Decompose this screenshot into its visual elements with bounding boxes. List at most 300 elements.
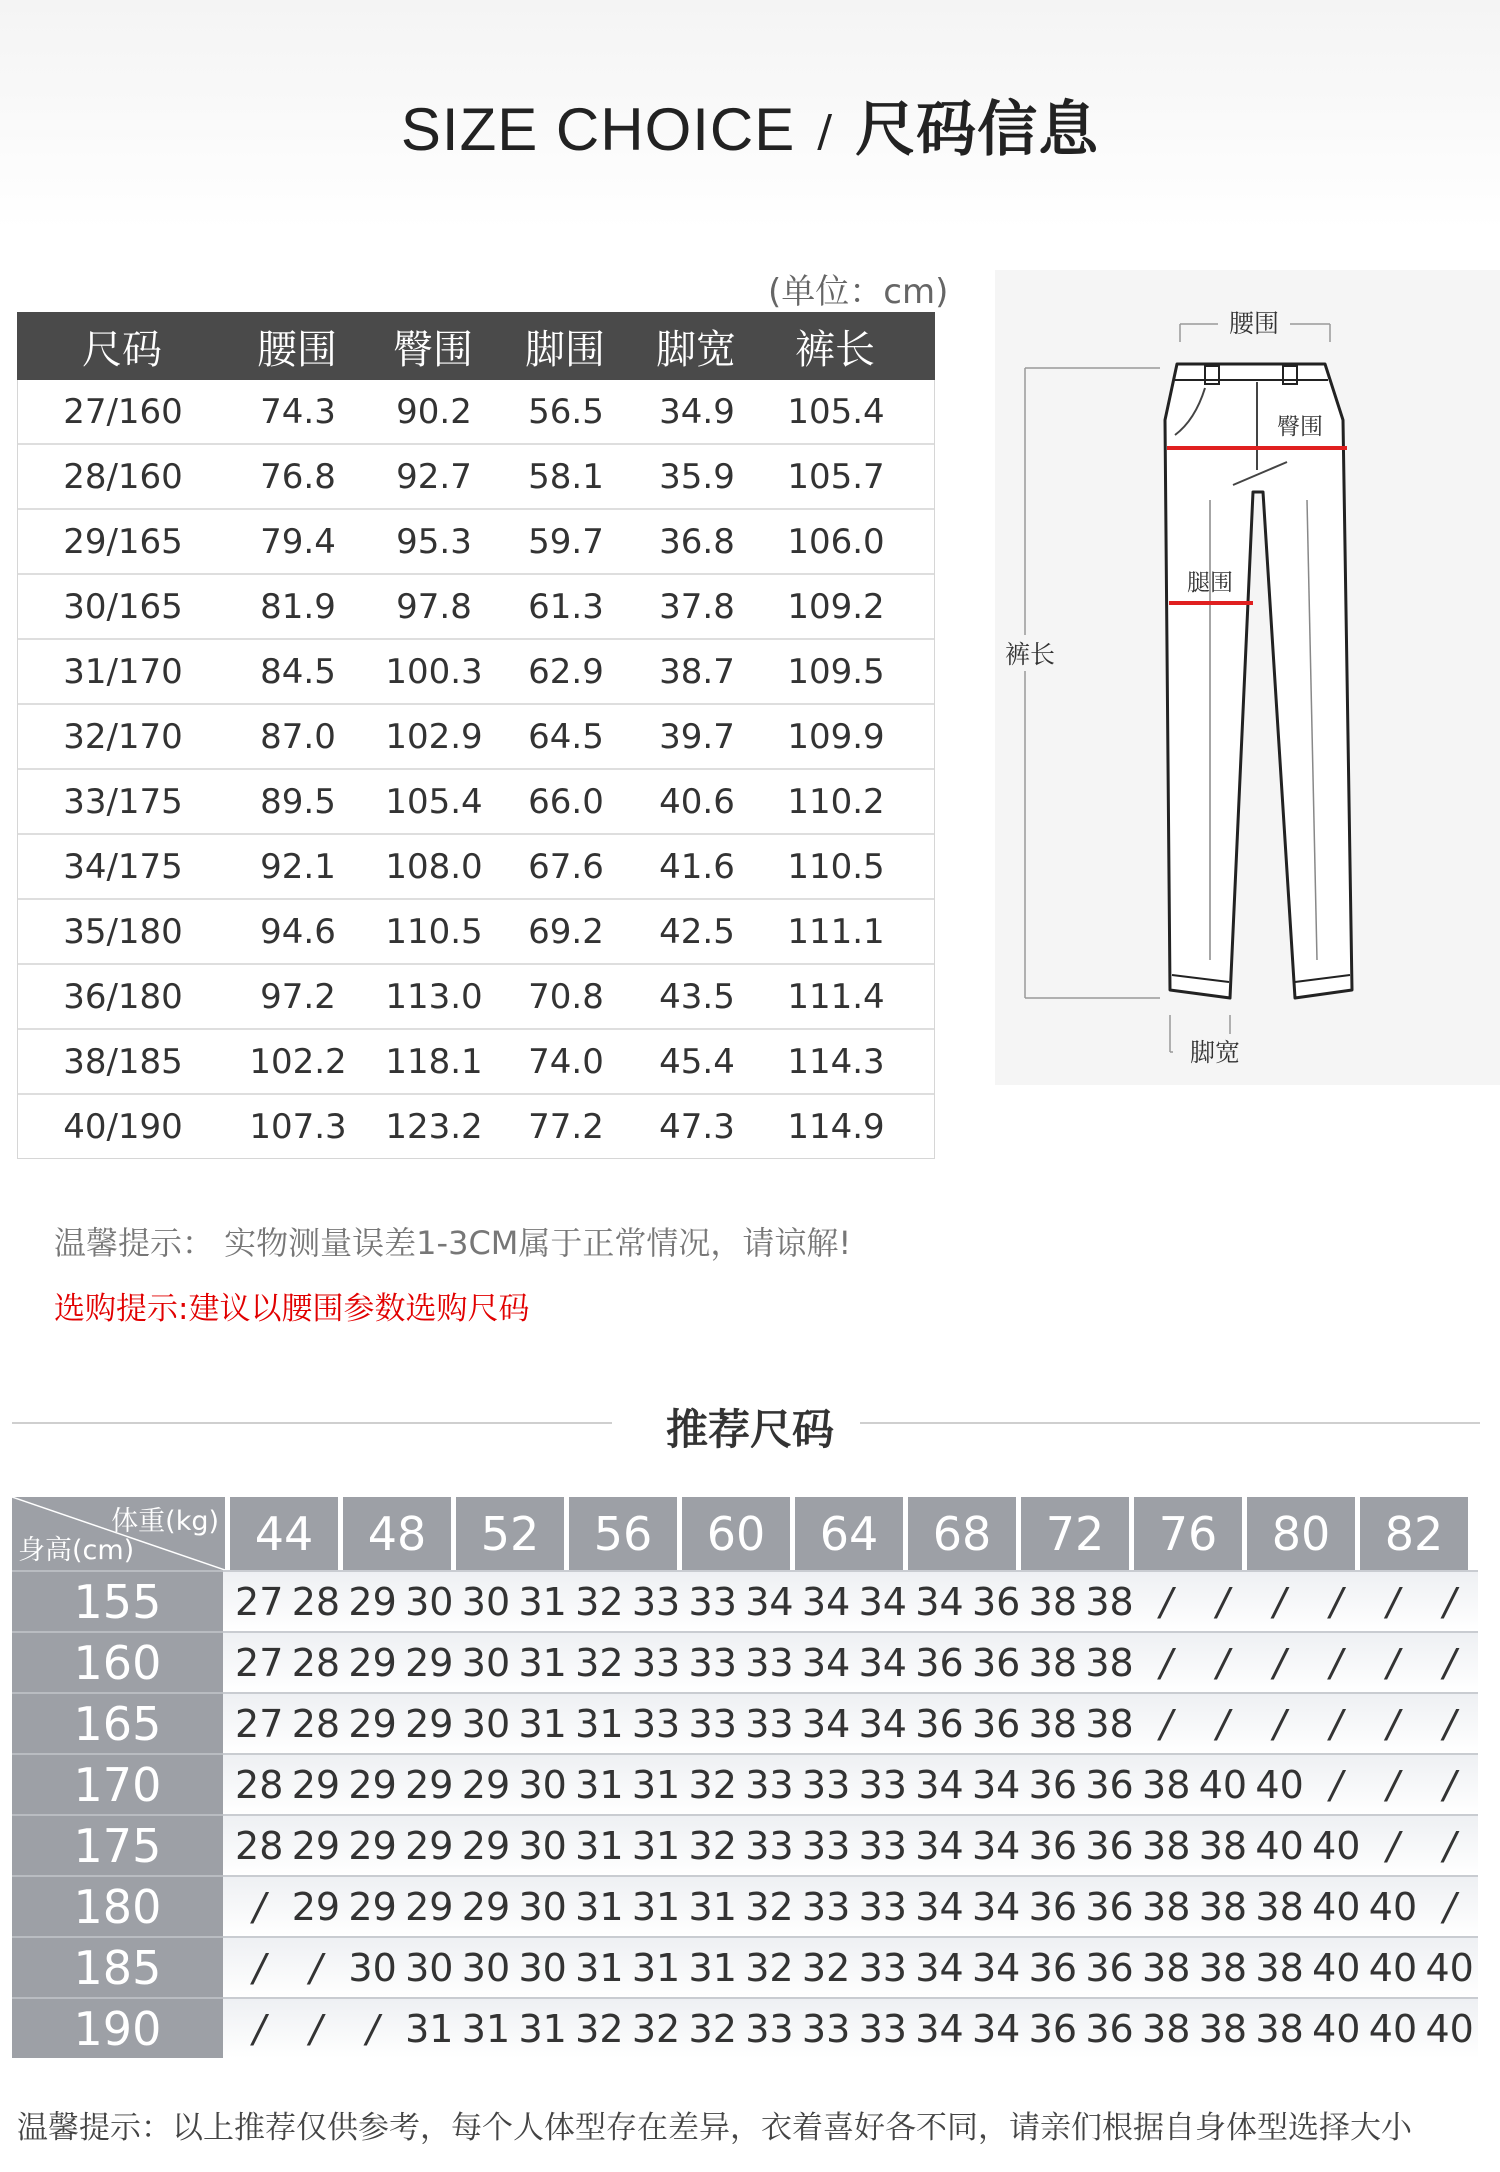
size-cell: 90.2: [396, 391, 472, 432]
recommend-value: 31: [461, 2006, 511, 2051]
recommend-value: /: [1443, 1701, 1457, 1746]
size-cell: 59.7: [528, 521, 604, 562]
recommend-value: 38: [1142, 1823, 1191, 1868]
height-cell: 165: [12, 1692, 223, 1753]
recommend-value: 38: [1142, 1762, 1191, 1807]
recommend-value: 29: [405, 1884, 454, 1929]
recommend-value: 30: [461, 1945, 511, 1990]
size-row: [18, 445, 934, 510]
recommend-value: 38: [1142, 1884, 1191, 1929]
size-cell: 40.6: [659, 781, 735, 822]
recommend-value: 33: [801, 1884, 851, 1929]
recommend-value: 32: [631, 2006, 681, 2051]
size-cell: 97.2: [260, 976, 336, 1017]
size-cell: 105.4: [787, 391, 885, 432]
recommend-value: 38: [1142, 2006, 1191, 2051]
header-leg-opening: 脚围: [525, 326, 605, 373]
recommend-row: [12, 1570, 1478, 1631]
recommend-value: 33: [745, 1823, 794, 1868]
size-cell: 58.1: [528, 456, 604, 497]
recommend-value: 34: [745, 1579, 794, 1624]
size-cell: 70.8: [528, 976, 604, 1017]
size-row: [18, 705, 934, 770]
recommend-value: 33: [858, 1884, 907, 1929]
size-cell: 64.5: [528, 716, 604, 757]
size-cell: 40/190: [63, 1106, 183, 1147]
recommend-value: 29: [405, 1640, 454, 1685]
size-cell: 36/180: [63, 976, 183, 1017]
recommend-value: 33: [801, 1823, 851, 1868]
recommend-value: 34: [915, 1884, 964, 1929]
recommend-value: /: [1329, 1762, 1343, 1807]
recommend-row: [12, 1692, 1478, 1753]
size-cell: 89.5: [260, 781, 336, 822]
recommend-value: 38: [1142, 1945, 1191, 1990]
recommend-value: /: [252, 1884, 266, 1929]
recommend-value: 29: [348, 1579, 397, 1624]
pants-illustration: [995, 270, 1500, 1085]
recommend-value: 28: [235, 1762, 284, 1807]
page-title-en: SIZE CHOICE: [400, 96, 796, 163]
size-cell: 92.1: [260, 846, 336, 887]
recommend-value: 29: [291, 1884, 341, 1929]
size-cell: 84.5: [260, 651, 336, 692]
recommend-value: 36: [1028, 1945, 1078, 1990]
recommend-value: 31: [631, 1884, 681, 1929]
recommend-value: /: [1216, 1640, 1230, 1685]
recommend-value: 29: [461, 1884, 511, 1929]
size-cell: 66.0: [528, 781, 604, 822]
recommend-values: [223, 1692, 1478, 1753]
recommend-value: 34: [915, 2006, 964, 2051]
recommend-value: /: [1443, 1579, 1457, 1624]
recommend-value: 33: [858, 1945, 907, 1990]
recommend-values: [223, 1875, 1478, 1936]
recommend-value: 33: [688, 1579, 737, 1624]
size-cell: 61.3: [528, 586, 604, 627]
size-cell: 56.5: [528, 391, 604, 432]
size-table-header: [17, 312, 935, 380]
recommend-values: [223, 1997, 1478, 2058]
recommend-value: 34: [858, 1701, 907, 1746]
recommend-value: 33: [745, 1762, 794, 1807]
recommend-value: /: [309, 1945, 323, 1990]
size-cell: 108.0: [385, 846, 483, 887]
recommend-value: /: [252, 2006, 266, 2051]
size-cell: 45.4: [659, 1041, 735, 1082]
recommend-table-header: [12, 1497, 1478, 1570]
recommend-row: [12, 1936, 1478, 1997]
size-cell: 114.3: [787, 1041, 885, 1082]
recommend-value: 33: [801, 2006, 851, 2051]
recommend-value: 34: [915, 1762, 964, 1807]
height-cell: 170: [12, 1753, 223, 1814]
size-row: [18, 770, 934, 835]
size-row: [18, 510, 934, 575]
recommend-values: [223, 1570, 1478, 1631]
recommend-value: 40: [1255, 1823, 1304, 1868]
size-cell: 38.7: [659, 651, 735, 692]
height-cell: 160: [12, 1631, 223, 1692]
recommend-value: 34: [915, 1823, 964, 1868]
header-foot-width: 脚宽: [656, 326, 736, 373]
recommend-value: /: [1273, 1579, 1286, 1624]
size-cell: 79.4: [260, 521, 336, 562]
size-cell: 94.6: [260, 911, 336, 952]
size-cell: 62.9: [528, 651, 604, 692]
recommend-value: 38: [1028, 1701, 1078, 1746]
recommend-values: [223, 1936, 1478, 1997]
recommend-value: 31: [688, 1884, 737, 1929]
recommend-value: 36: [1085, 2006, 1134, 2051]
height-cell: 155: [12, 1570, 223, 1631]
recommend-value: 30: [405, 1579, 454, 1624]
size-cell: 100.3: [385, 651, 483, 692]
recommend-value: /: [1386, 1579, 1400, 1624]
size-cell: 33/175: [63, 781, 183, 822]
recommend-value: 30: [518, 1762, 567, 1807]
recommend-value: /: [1386, 1701, 1400, 1746]
recommend-value: 33: [745, 1701, 794, 1746]
recommend-value: 38: [1085, 1579, 1134, 1624]
recommend-value: 32: [688, 1823, 737, 1868]
size-cell: 110.5: [385, 911, 483, 952]
height-cell: 190: [12, 1997, 223, 2058]
recommend-value: /: [1386, 1823, 1400, 1868]
size-cell: 30/165: [63, 586, 183, 627]
recommend-value: 34: [971, 1762, 1021, 1807]
recommend-value: /: [366, 2006, 379, 2051]
size-cell: 109.2: [787, 586, 885, 627]
weight-header-cell: 68: [908, 1497, 1016, 1570]
recommend-value: 32: [688, 2006, 737, 2051]
recommend-value: 31: [518, 1579, 567, 1624]
recommend-value: 31: [631, 1762, 681, 1807]
recommend-value: 36: [1085, 1762, 1134, 1807]
recommend-value: 31: [688, 1945, 737, 1990]
recommend-value: 36: [1028, 1884, 1078, 1929]
size-cell: 106.0: [787, 521, 885, 562]
weight-header-cell: 82: [1360, 1497, 1468, 1570]
size-cell: 38/185: [63, 1041, 183, 1082]
recommend-value: /: [1443, 1884, 1457, 1929]
recommend-value: 36: [971, 1640, 1021, 1685]
recommend-value: 30: [461, 1579, 511, 1624]
size-table: [17, 312, 935, 1159]
size-cell: 109.9: [787, 716, 885, 757]
recommend-value: 34: [971, 2006, 1021, 2051]
weight-header-cell: 72: [1021, 1497, 1129, 1570]
size-cell: 27/160: [63, 391, 183, 432]
header-hip: 臀围: [393, 326, 473, 373]
size-cell: 95.3: [396, 521, 472, 562]
size-row: [18, 900, 934, 965]
size-cell: 74.0: [528, 1041, 604, 1082]
recommend-value: 27: [235, 1701, 284, 1746]
recommend-value: 34: [801, 1701, 851, 1746]
recommend-value: 30: [461, 1701, 511, 1746]
recommend-value: 34: [801, 1640, 851, 1685]
recommend-value: /: [1159, 1701, 1173, 1746]
header-length: 裤长: [795, 326, 875, 373]
recommend-value: /: [1273, 1640, 1286, 1685]
recommend-value: 38: [1255, 1884, 1304, 1929]
weight-header-cell: 44: [230, 1497, 338, 1570]
recommend-value: 30: [461, 1640, 511, 1685]
recommend-value: 40: [1312, 1945, 1361, 1990]
size-cell: 107.3: [249, 1106, 347, 1147]
recommend-value: 34: [915, 1945, 964, 1990]
recommend-value: /: [1329, 1701, 1343, 1746]
size-cell: 105.4: [385, 781, 483, 822]
size-cell: 34/175: [63, 846, 183, 887]
recommend-row: [12, 1875, 1478, 1936]
size-row: [18, 380, 934, 445]
weight-header-cell: 76: [1134, 1497, 1242, 1570]
recommend-value: 29: [405, 1823, 454, 1868]
recommend-value: 28: [291, 1640, 341, 1685]
recommend-value: 33: [688, 1640, 737, 1685]
size-row: [18, 965, 934, 1030]
size-row: [18, 1030, 934, 1095]
recommend-value: 38: [1198, 1823, 1248, 1868]
recommend-value: /: [1159, 1640, 1173, 1685]
weight-header-cell: 64: [795, 1497, 903, 1570]
recommend-value: 30: [518, 1884, 567, 1929]
recommend-value: /: [1159, 1579, 1173, 1624]
recommend-value: 29: [461, 1762, 511, 1807]
foot-width-label: 脚宽: [1189, 1038, 1241, 1067]
size-cell: 113.0: [385, 976, 483, 1017]
size-cell: 34.9: [659, 391, 735, 432]
recommend-value: 33: [745, 2006, 794, 2051]
page-title: [0, 82, 1500, 168]
size-cell: 42.5: [659, 911, 735, 952]
weight-header-cell: 48: [343, 1497, 451, 1570]
recommend-value: 30: [405, 1945, 454, 1990]
recommend-value: 36: [971, 1701, 1021, 1746]
recommend-value: 40: [1312, 1823, 1361, 1868]
recommend-value: /: [252, 1945, 266, 1990]
weight-header-cell: 80: [1247, 1497, 1355, 1570]
size-cell: 74.3: [260, 391, 336, 432]
recommend-value: 33: [631, 1640, 681, 1685]
recommend-table-body: [12, 1570, 1478, 2058]
recommend-value: 34: [971, 1823, 1021, 1868]
recommend-value: 40: [1425, 2006, 1474, 2051]
size-cell: 76.8: [260, 456, 336, 497]
recommend-corner-cell: [12, 1497, 225, 1570]
recommend-value: 31: [575, 1701, 624, 1746]
recommend-value: 33: [858, 1762, 907, 1807]
recommend-value: /: [1216, 1579, 1230, 1624]
recommend-row: [12, 1814, 1478, 1875]
recommend-value: 29: [348, 1762, 397, 1807]
recommend-value: 29: [405, 1762, 454, 1807]
recommend-value: 31: [518, 2006, 567, 2051]
size-cell: 47.3: [659, 1106, 735, 1147]
recommend-value: 30: [348, 1945, 397, 1990]
recommend-value: 34: [971, 1884, 1021, 1929]
recommend-value: 38: [1085, 1640, 1134, 1685]
recommend-row: [12, 1997, 1478, 2058]
size-cell: 123.2: [385, 1106, 483, 1147]
size-cell: 41.6: [659, 846, 735, 887]
size-row: [18, 1095, 934, 1158]
size-cell: 97.8: [396, 586, 472, 627]
recommend-value: 29: [461, 1823, 511, 1868]
size-cell: 37.8: [659, 586, 735, 627]
recommend-value: 27: [235, 1640, 284, 1685]
size-cell: 36.8: [659, 521, 735, 562]
bottom-tip: 温馨提示：以上推荐仅供参考，每个人体型存在差异，衣着喜好各不同，请亲们根据自身体型选择大小: [17, 2110, 1412, 2146]
recommend-value: 34: [801, 1579, 851, 1624]
height-axis-label: 身高(cm): [18, 1535, 135, 1566]
size-cell: 35/180: [63, 911, 183, 952]
recommend-value: 40: [1368, 1945, 1418, 1990]
recommend-value: 40: [1368, 1884, 1418, 1929]
recommend-value: 29: [348, 1884, 397, 1929]
height-cell: 175: [12, 1814, 223, 1875]
recommend-value: 29: [348, 1823, 397, 1868]
recommend-value: /: [1443, 1762, 1457, 1807]
recommend-value: /: [1386, 1640, 1400, 1685]
recommend-value: 36: [1085, 1945, 1134, 1990]
recommend-value: 29: [291, 1823, 341, 1868]
recommend-value: 31: [575, 1884, 624, 1929]
weight-header-cell: 56: [569, 1497, 677, 1570]
recommend-value: 29: [405, 1701, 454, 1746]
recommend-value: 33: [858, 2006, 907, 2051]
recommend-value: 36: [915, 1701, 964, 1746]
size-cell: 67.6: [528, 846, 604, 887]
size-cell: 105.7: [787, 456, 885, 497]
recommend-value: /: [1443, 1640, 1457, 1685]
recommend-value: 33: [631, 1579, 681, 1624]
recommend-value: 38: [1198, 2006, 1248, 2051]
recommend-value: 29: [348, 1701, 397, 1746]
recommend-value: 38: [1255, 1945, 1304, 1990]
recommend-value: 36: [1085, 1823, 1134, 1868]
size-cell: 43.5: [659, 976, 735, 1017]
size-cell: 110.2: [787, 781, 885, 822]
size-row: [18, 640, 934, 705]
recommend-value: 40: [1198, 1762, 1248, 1807]
pants-diagram: [995, 270, 1500, 1085]
recommend-value: 38: [1255, 2006, 1304, 2051]
height-cell: 180: [12, 1875, 223, 1936]
recommend-value: 40: [1312, 1884, 1361, 1929]
recommend-value: 30: [518, 1945, 567, 1990]
weight-axis-label: 体重(kg): [111, 1506, 219, 1537]
recommend-value: 36: [971, 1579, 1021, 1624]
recommend-value: 29: [348, 1640, 397, 1685]
recommend-value: 31: [631, 1823, 681, 1868]
header-waist: 腰围: [257, 326, 337, 373]
size-cell: 29/165: [63, 521, 183, 562]
recommend-values: [223, 1753, 1478, 1814]
recommend-value: 33: [858, 1823, 907, 1868]
length-label: 裤长: [1004, 640, 1056, 669]
recommend-value: 28: [291, 1579, 341, 1624]
size-table-body: [17, 380, 935, 1159]
recommend-value: 33: [688, 1701, 737, 1746]
recommend-value: /: [1386, 1762, 1400, 1807]
recommend-values: [223, 1631, 1478, 1692]
measure-tip: 温馨提示： 实物测量误差1-3CM属于正常情况，请谅解!: [54, 1224, 852, 1262]
recommend-value: 28: [235, 1823, 284, 1868]
recommend-value: 38: [1198, 1884, 1248, 1929]
recommend-value: 40: [1425, 1945, 1474, 1990]
recommend-value: 34: [858, 1640, 907, 1685]
recommend-value: 38: [1198, 1945, 1248, 1990]
recommend-value: 31: [575, 1762, 624, 1807]
size-cell: 77.2: [528, 1106, 604, 1147]
recommend-value: 33: [745, 1640, 794, 1685]
recommend-value: 40: [1312, 2006, 1361, 2051]
recommend-value: 32: [575, 2006, 624, 2051]
size-cell: 28/160: [63, 456, 183, 497]
size-row: [18, 575, 934, 640]
recommend-value: 31: [518, 1701, 567, 1746]
recommend-value: /: [1329, 1640, 1343, 1685]
recommend-value: 34: [858, 1579, 907, 1624]
recommend-values: [223, 1814, 1478, 1875]
size-cell: 110.5: [787, 846, 885, 887]
recommend-value: 38: [1028, 1640, 1078, 1685]
size-cell: 118.1: [385, 1041, 483, 1082]
header-size: 尺码: [82, 326, 162, 373]
recommend-value: 34: [915, 1579, 964, 1624]
size-cell: 81.9: [260, 586, 336, 627]
recommend-value: 31: [575, 1823, 624, 1868]
height-cell: 185: [12, 1936, 223, 1997]
buy-tip: 选购提示:建议以腰围参数选购尺码: [54, 1291, 530, 1327]
size-cell: 31/170: [63, 651, 183, 692]
recommend-value: 32: [745, 1884, 794, 1929]
recommend-value: 31: [405, 2006, 454, 2051]
size-cell: 92.7: [396, 456, 472, 497]
size-cell: 114.9: [787, 1106, 885, 1147]
size-cell: 111.1: [787, 911, 885, 952]
size-cell: 102.2: [249, 1041, 347, 1082]
recommend-value: 32: [801, 1945, 851, 1990]
recommend-table: [12, 1497, 1478, 2058]
size-cell: 109.5: [787, 651, 885, 692]
recommend-value: 36: [1028, 1823, 1078, 1868]
size-cell: 87.0: [260, 716, 336, 757]
waist-label: 腰围: [1228, 309, 1280, 338]
recommend-value: /: [309, 2006, 323, 2051]
recommend-value: 32: [745, 1945, 794, 1990]
page-title-zh: 尺码信息: [855, 95, 1100, 165]
recommend-value: 29: [291, 1762, 341, 1807]
recommend-value: 31: [575, 1945, 624, 1990]
thigh-label: 腿围: [1187, 570, 1233, 596]
recommend-value: 40: [1368, 2006, 1418, 2051]
recommend-value: 27: [235, 1579, 284, 1624]
recommend-row: [12, 1631, 1478, 1692]
recommend-value: 36: [1028, 2006, 1078, 2051]
size-cell: 102.9: [385, 716, 483, 757]
weight-header-cell: 52: [456, 1497, 564, 1570]
weight-header-cell: 60: [682, 1497, 790, 1570]
recommend-value: /: [1273, 1701, 1286, 1746]
size-cell: 32/170: [63, 716, 183, 757]
recommend-value: /: [1443, 1823, 1457, 1868]
recommend-row: [12, 1753, 1478, 1814]
unit-note: (单位：cm): [768, 272, 949, 312]
